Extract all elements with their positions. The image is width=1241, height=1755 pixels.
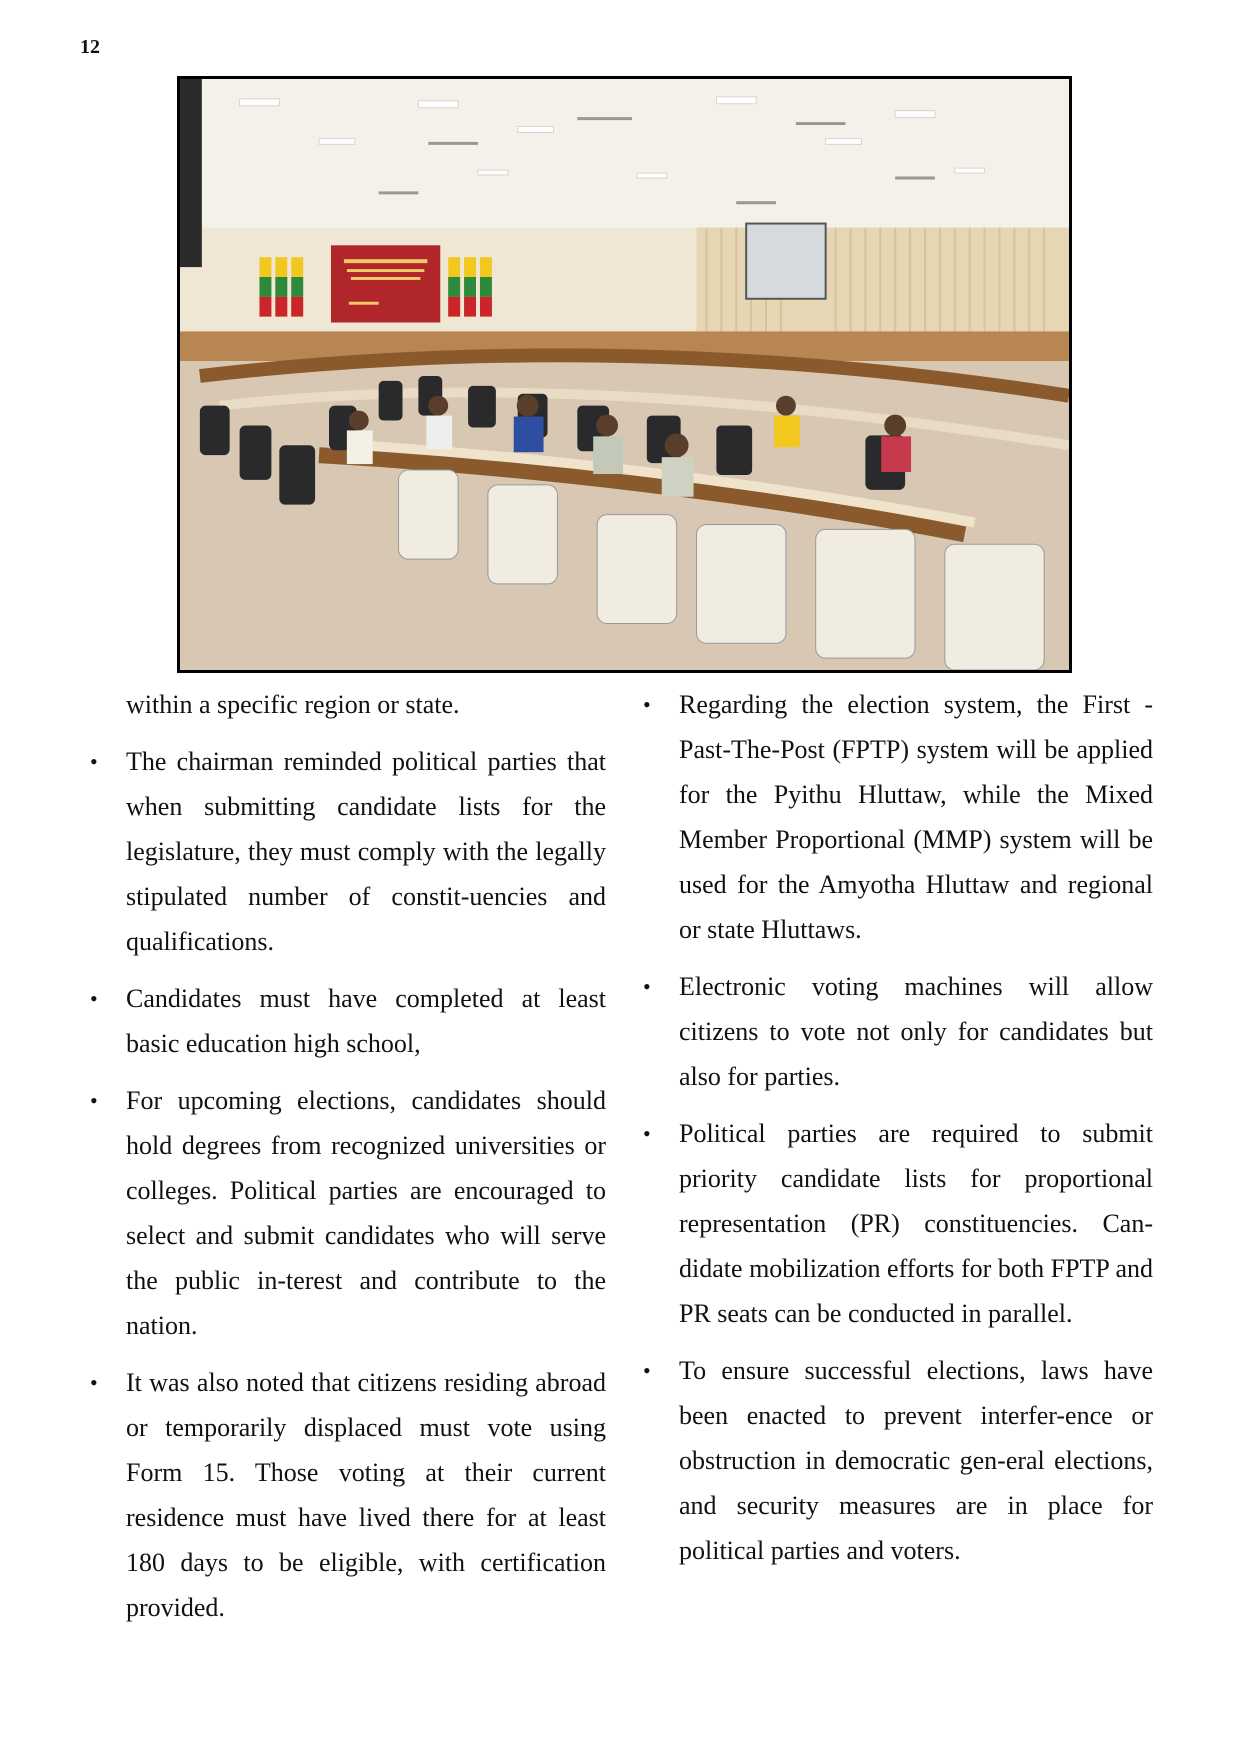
bullet-item [90, 1360, 606, 1630]
bullet-text: Candidates must have completed at least basic education high school, [126, 984, 606, 1058]
bullet-item [643, 682, 1153, 952]
bullet-text: Regarding the election system, the First -Past-The-Post (FPTP) system will be applied for the Pyithu Hluttaw, while the Mixed Member Proportional (MMP) system will be used for the Amyotha Hluttaw and regional or state Hluttaws. [679, 690, 1153, 944]
bullet-icon: • [643, 974, 651, 999]
bullet-icon: • [90, 1088, 98, 1113]
bullet-item [90, 976, 606, 1066]
left-column [90, 682, 606, 1642]
bullet-text: Electronic voting machines will allow citizens to vote not only for candidates but also for parties. [679, 972, 1153, 1091]
bullet-icon: • [643, 692, 651, 717]
bullet-item [90, 739, 606, 964]
bullet-text: For upcoming elections, candidates should hold degrees from recognized universities or colleges. Political parties are encouraged to select and submit candidates who will serve the public in-terest and contribute to the nation. [126, 1086, 606, 1340]
bullet-text: It was also noted that citizens residing abroad or temporarily displaced must vote using Form 15. Those voting at their current residence must have lived there for at least 180 days to be eligible, with certification provided. [126, 1368, 606, 1622]
bullet-item [643, 1348, 1153, 1573]
bullet-item [643, 1111, 1153, 1336]
right-column [643, 682, 1153, 1585]
bullet-text: To ensure successful elections, laws have been enacted to prevent interfer-ence or obstruction in democratic gen-eral elections, and security measures are in place for political parties and voters. [679, 1356, 1153, 1565]
bullet-item [643, 964, 1153, 1099]
bullet-icon: • [90, 986, 98, 1011]
bullet-icon: • [90, 1370, 98, 1395]
bullet-text: Political parties are required to submit priority candidate lists for proportional representation (PR) constituencies. Can-didate mobilization efforts for both FPTP and PR seats can be conducted in parallel. [679, 1119, 1153, 1328]
continued-text: within a specific region or state. [126, 690, 460, 719]
bullet-text: The chairman reminded political parties that when submitting candidate lists for the legislature, they must comply with the legally stipulated number of constit-uencies and qualifications. [126, 747, 606, 956]
page-number: 12 [80, 36, 100, 58]
meeting-hall-illustration [180, 79, 1069, 670]
meeting-hall-photo [177, 76, 1072, 673]
bullet-icon: • [90, 749, 98, 774]
bullet-item [90, 1078, 606, 1348]
bullet-icon: • [643, 1121, 651, 1146]
bullet-icon: • [643, 1358, 651, 1383]
